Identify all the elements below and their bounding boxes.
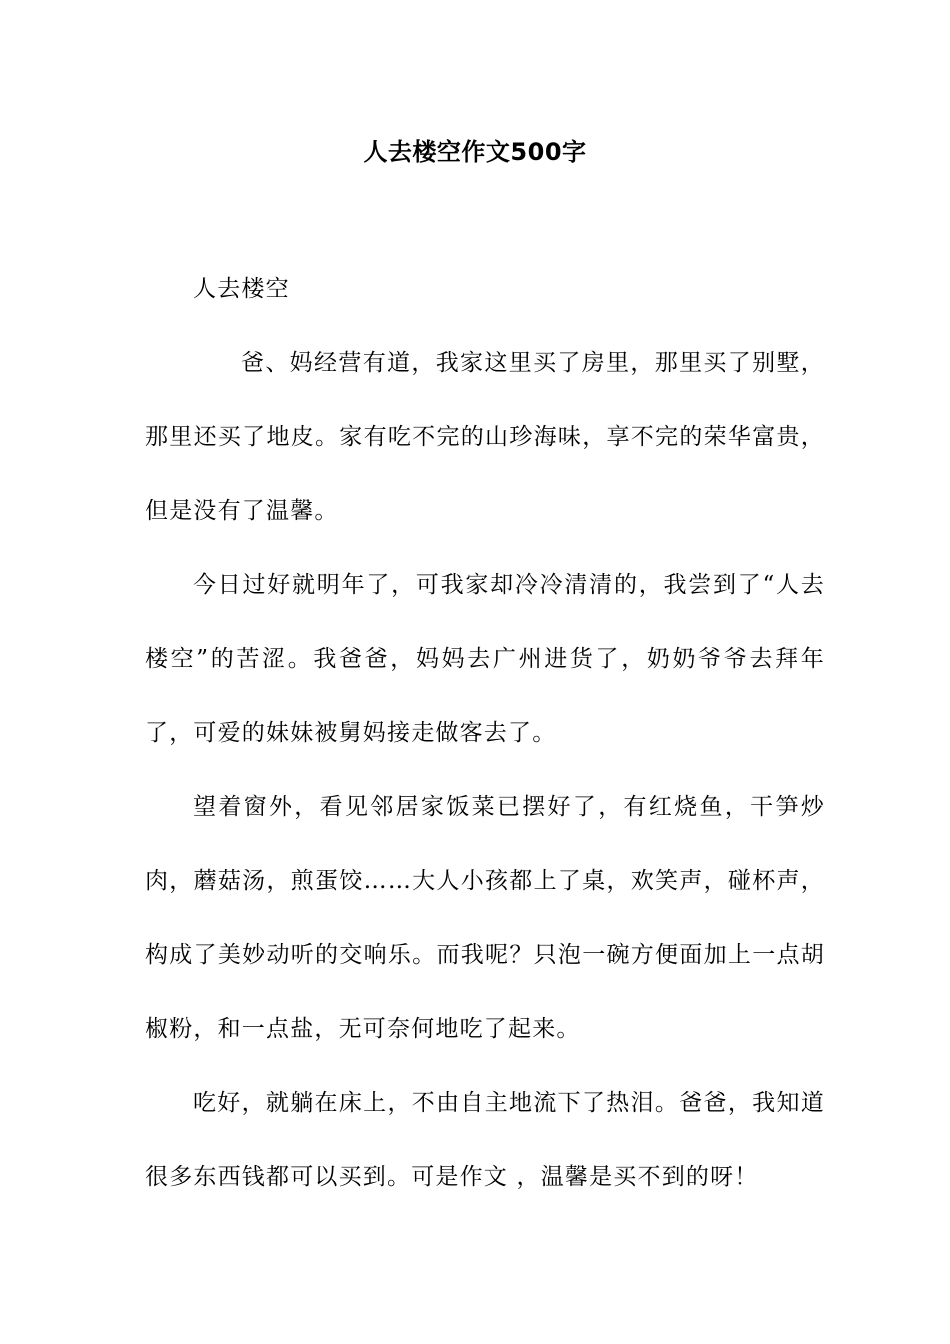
essay-subtitle: 人去楼空 <box>193 276 290 302</box>
document-title: 人去楼空作文500字 <box>363 138 587 166</box>
paragraph-2: 今日过好就明年了，可我家却冷冷清清的，我尝到了“人去楼空”的苦涩。我爸爸，妈妈去广州进货了，奶奶爷爷去拜年了，可爱的妹妹被舅妈接走做客去了。 <box>145 572 825 746</box>
paragraph-1: 爸、妈经营有道，我家这里买了房里，那里买了别墅，那里还买了地皮。家有吃不完的山珍海味，享不完的荣华富贵，但是没有了温馨。 <box>145 350 825 524</box>
paragraph-4: 吃好，就躺在床上，不由自主地流下了热泪。爸爸，我知道很多东西钱都可以买到。可是作文 ，温馨是买不到的呀！ <box>145 1090 825 1190</box>
paragraph-3: 望着窗外，看见邻居家饭菜已摆好了，有红烧鱼，干笋炒肉，蘑菇汤，煎蛋饺……大人小孩都上了桌，欢笑声，碰杯声，构成了美妙动听的交响乐。而我呢？只泡一碗方便面加上一点胡椒粉，和一点盐，无可奈何地吃了起来。 <box>145 794 825 1042</box>
document-body <box>145 252 825 1214</box>
